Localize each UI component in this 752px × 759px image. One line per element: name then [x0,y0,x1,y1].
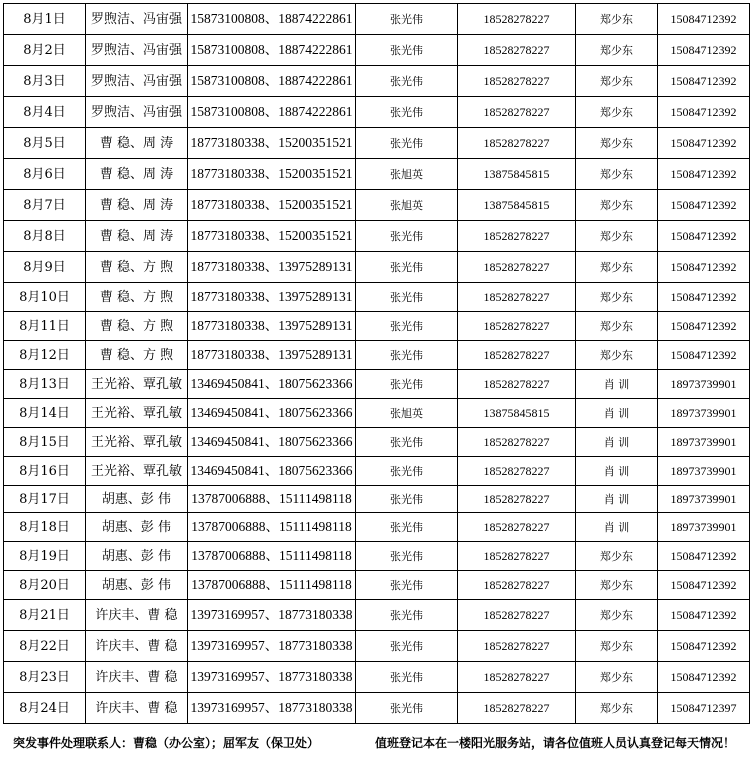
duty-staff-cell: 张光伟 [356,97,458,128]
duty-leaders-phone-cell: 13787006888、15111498118 [188,542,356,571]
security-staff-cell: 肖 训 [576,399,658,428]
duty-leaders-phone-cell: 13469450841、18075623366 [188,428,356,457]
duty-leaders-cell: 曹 稳、方 煦 [86,252,188,283]
duty-staff-phone-cell: 18528278227 [458,283,576,312]
duty-leaders-cell: 罗煦洁、冯宙强 [86,66,188,97]
duty-staff-phone-cell: 18528278227 [458,486,576,513]
security-staff-cell: 郑少东 [576,35,658,66]
duty-leaders-cell: 曹 稳、方 煦 [86,312,188,341]
duty-leaders-cell: 许庆丰、曹 稳 [86,662,188,693]
security-staff-cell: 郑少东 [576,97,658,128]
duty-staff-cell: 张光伟 [356,4,458,35]
security-staff-cell: 郑少东 [576,283,658,312]
security-staff-cell: 肖 训 [576,513,658,542]
duty-leaders-cell: 罗煦洁、冯宙强 [86,4,188,35]
duty-table-body [4,4,750,724]
duty-staff-cell: 张光伟 [356,35,458,66]
security-staff-cell: 郑少东 [576,312,658,341]
footer-note [3,731,749,755]
table-row [4,97,750,128]
duty-staff-cell: 张光伟 [356,428,458,457]
security-staff-phone-cell: 15084712397 [658,693,750,724]
security-staff-cell: 郑少东 [576,542,658,571]
duty-staff-cell: 张光伟 [356,221,458,252]
security-staff-cell: 郑少东 [576,600,658,631]
duty-leaders-cell: 胡惠、彭 伟 [86,542,188,571]
date-cell: 8月24日 [4,693,86,724]
duty-leaders-cell: 许庆丰、曹 稳 [86,631,188,662]
date-cell: 8月9日 [4,252,86,283]
duty-staff-phone-cell: 13875845815 [458,159,576,190]
duty-leaders-phone-cell: 18773180338、15200351521 [188,128,356,159]
security-staff-phone-cell: 15084712392 [658,662,750,693]
duty-staff-phone-cell: 18528278227 [458,513,576,542]
duty-staff-cell: 张光伟 [356,631,458,662]
duty-staff-phone-cell: 18528278227 [458,66,576,97]
table-row [4,283,750,312]
security-staff-phone-cell: 15084712392 [658,341,750,370]
date-cell: 8月6日 [4,159,86,190]
security-staff-phone-cell: 15084712392 [658,128,750,159]
duty-staff-phone-cell: 18528278227 [458,252,576,283]
duty-leaders-phone-cell: 15873100808、18874222861 [188,35,356,66]
security-staff-phone-cell: 15084712392 [658,542,750,571]
table-row [4,221,750,252]
security-staff-phone-cell: 15084712392 [658,97,750,128]
duty-staff-phone-cell: 13875845815 [458,399,576,428]
duty-leaders-phone-cell: 13973169957、18773180338 [188,693,356,724]
duty-leaders-phone-cell: 18773180338、15200351521 [188,159,356,190]
duty-staff-phone-cell: 18528278227 [458,221,576,252]
table-row [4,312,750,341]
duty-staff-phone-cell: 18528278227 [458,571,576,600]
duty-leaders-phone-cell: 13469450841、18075623366 [188,399,356,428]
duty-leaders-cell: 王光裕、覃孔敏 [86,399,188,428]
security-staff-cell: 郑少东 [576,571,658,600]
duty-schedule-table [3,3,750,724]
duty-staff-phone-cell: 18528278227 [458,693,576,724]
date-cell: 8月18日 [4,513,86,542]
security-staff-phone-cell: 15084712392 [658,35,750,66]
security-staff-phone-cell: 15084712392 [658,312,750,341]
duty-staff-cell: 张旭英 [356,190,458,221]
table-row [4,631,750,662]
security-staff-phone-cell: 18973739901 [658,486,750,513]
date-cell: 8月21日 [4,600,86,631]
table-row [4,513,750,542]
duty-staff-cell: 张光伟 [356,693,458,724]
duty-leaders-cell: 许庆丰、曹 稳 [86,693,188,724]
duty-staff-phone-cell: 18528278227 [458,35,576,66]
security-staff-cell: 郑少东 [576,631,658,662]
duty-leaders-phone-cell: 13787006888、15111498118 [188,513,356,542]
security-staff-phone-cell: 15084712392 [658,159,750,190]
security-staff-phone-cell: 15084712392 [658,252,750,283]
security-staff-cell: 郑少东 [576,190,658,221]
duty-leaders-phone-cell: 18773180338、13975289131 [188,312,356,341]
table-row [4,252,750,283]
duty-staff-phone-cell: 13875845815 [458,190,576,221]
security-staff-phone-cell: 15084712392 [658,600,750,631]
security-staff-phone-cell: 15084712392 [658,190,750,221]
duty-staff-cell: 张光伟 [356,457,458,486]
table-row [4,159,750,190]
duty-staff-cell: 张光伟 [356,370,458,399]
date-cell: 8月1日 [4,4,86,35]
duty-leaders-phone-cell: 18773180338、13975289131 [188,252,356,283]
security-staff-cell: 郑少东 [576,221,658,252]
table-row [4,66,750,97]
date-cell: 8月3日 [4,66,86,97]
date-cell: 8月4日 [4,97,86,128]
duty-leaders-cell: 王光裕、覃孔敏 [86,370,188,399]
duty-staff-cell: 张光伟 [356,341,458,370]
duty-staff-phone-cell: 18528278227 [458,312,576,341]
duty-staff-phone-cell: 18528278227 [458,662,576,693]
security-staff-cell: 郑少东 [576,159,658,190]
date-cell: 8月2日 [4,35,86,66]
security-staff-cell: 肖 训 [576,370,658,399]
security-staff-phone-cell: 15084712392 [658,221,750,252]
table-row [4,486,750,513]
security-staff-phone-cell: 15084712392 [658,571,750,600]
security-staff-cell: 肖 训 [576,486,658,513]
duty-staff-phone-cell: 18528278227 [458,428,576,457]
table-row [4,399,750,428]
security-staff-phone-cell: 18973739901 [658,457,750,486]
duty-staff-cell: 张光伟 [356,486,458,513]
duty-staff-cell: 张旭英 [356,399,458,428]
security-staff-cell: 郑少东 [576,252,658,283]
duty-staff-cell: 张光伟 [356,571,458,600]
date-cell: 8月12日 [4,341,86,370]
duty-staff-phone-cell: 18528278227 [458,341,576,370]
duty-staff-phone-cell: 18528278227 [458,97,576,128]
duty-leaders-cell: 罗煦洁、冯宙强 [86,97,188,128]
duty-leaders-cell: 曹 稳、周 涛 [86,221,188,252]
date-cell: 8月13日 [4,370,86,399]
date-cell: 8月10日 [4,283,86,312]
duty-leaders-cell: 胡惠、彭 伟 [86,571,188,600]
date-cell: 8月19日 [4,542,86,571]
duty-leaders-cell: 曹 稳、方 煦 [86,341,188,370]
security-staff-cell: 郑少东 [576,4,658,35]
duty-leaders-phone-cell: 13973169957、18773180338 [188,631,356,662]
duty-staff-cell: 张光伟 [356,252,458,283]
duty-staff-cell: 张光伟 [356,542,458,571]
date-cell: 8月22日 [4,631,86,662]
date-cell: 8月8日 [4,221,86,252]
date-cell: 8月23日 [4,662,86,693]
security-staff-phone-cell: 18973739901 [658,513,750,542]
duty-staff-phone-cell: 18528278227 [458,370,576,399]
security-staff-phone-cell: 18973739901 [658,428,750,457]
date-cell: 8月14日 [4,399,86,428]
duty-leaders-phone-cell: 13973169957、18773180338 [188,600,356,631]
registry-note-text: 值班登记本在一楼阳光服务站，请各位值班人员认真登记每天情况！ [374,736,735,750]
duty-staff-phone-cell: 18528278227 [458,4,576,35]
duty-leaders-cell: 王光裕、覃孔敏 [86,457,188,486]
security-staff-phone-cell: 18973739901 [658,370,750,399]
duty-leaders-phone-cell: 15873100808、18874222861 [188,66,356,97]
security-staff-cell: 肖 训 [576,457,658,486]
duty-staff-cell: 张光伟 [356,600,458,631]
duty-leaders-cell: 曹 稳、方 煦 [86,283,188,312]
duty-staff-phone-cell: 18528278227 [458,631,576,662]
duty-leaders-cell: 罗煦洁、冯宙强 [86,35,188,66]
duty-leaders-phone-cell: 13787006888、15111498118 [188,486,356,513]
date-cell: 8月15日 [4,428,86,457]
table-row [4,457,750,486]
security-staff-cell: 郑少东 [576,128,658,159]
table-row [4,542,750,571]
date-cell: 8月16日 [4,457,86,486]
table-row [4,693,750,724]
table-row [4,4,750,35]
duty-leaders-phone-cell: 18773180338、15200351521 [188,190,356,221]
duty-staff-cell: 张旭英 [356,159,458,190]
duty-staff-cell: 张光伟 [356,66,458,97]
security-staff-cell: 肖 训 [576,428,658,457]
duty-staff-cell: 张光伟 [356,662,458,693]
duty-leaders-phone-cell: 18773180338、15200351521 [188,221,356,252]
duty-leaders-phone-cell: 13469450841、18075623366 [188,370,356,399]
duty-leaders-cell: 王光裕、覃孔敏 [86,428,188,457]
security-staff-phone-cell: 15084712392 [658,283,750,312]
security-staff-cell: 郑少东 [576,662,658,693]
security-staff-phone-cell: 15084712392 [658,631,750,662]
duty-staff-cell: 张光伟 [356,128,458,159]
duty-leaders-cell: 曹 稳、周 涛 [86,159,188,190]
duty-leaders-cell: 曹 稳、周 涛 [86,190,188,221]
table-row [4,571,750,600]
duty-leaders-cell: 胡惠、彭 伟 [86,513,188,542]
duty-staff-cell: 张光伟 [356,283,458,312]
security-staff-cell: 郑少东 [576,693,658,724]
emergency-contact-text: 突发事件处理联系人：曹稳（办公室）；屈军友（保卫处） [13,736,320,750]
table-row [4,370,750,399]
duty-leaders-cell: 许庆丰、曹 稳 [86,600,188,631]
duty-staff-phone-cell: 18528278227 [458,600,576,631]
duty-staff-phone-cell: 18528278227 [458,542,576,571]
duty-leaders-phone-cell: 15873100808、18874222861 [188,97,356,128]
table-row [4,341,750,370]
duty-leaders-phone-cell: 13787006888、15111498118 [188,571,356,600]
table-row [4,662,750,693]
duty-staff-cell: 张光伟 [356,513,458,542]
duty-leaders-phone-cell: 18773180338、13975289131 [188,341,356,370]
date-cell: 8月17日 [4,486,86,513]
duty-leaders-phone-cell: 15873100808、18874222861 [188,4,356,35]
duty-leaders-cell: 曹 稳、周 涛 [86,128,188,159]
duty-staff-cell: 张光伟 [356,312,458,341]
table-row [4,190,750,221]
date-cell: 8月11日 [4,312,86,341]
date-cell: 8月20日 [4,571,86,600]
duty-leaders-phone-cell: 18773180338、13975289131 [188,283,356,312]
table-row [4,428,750,457]
date-cell: 8月7日 [4,190,86,221]
security-staff-phone-cell: 15084712392 [658,66,750,97]
duty-staff-phone-cell: 18528278227 [458,457,576,486]
security-staff-phone-cell: 15084712392 [658,4,750,35]
security-staff-cell: 郑少东 [576,66,658,97]
security-staff-cell: 郑少东 [576,341,658,370]
duty-leaders-phone-cell: 13973169957、18773180338 [188,662,356,693]
date-cell: 8月5日 [4,128,86,159]
duty-staff-phone-cell: 18528278227 [458,128,576,159]
table-row [4,600,750,631]
duty-leaders-cell: 胡惠、彭 伟 [86,486,188,513]
table-row [4,35,750,66]
table-row [4,128,750,159]
security-staff-phone-cell: 18973739901 [658,399,750,428]
duty-leaders-phone-cell: 13469450841、18075623366 [188,457,356,486]
